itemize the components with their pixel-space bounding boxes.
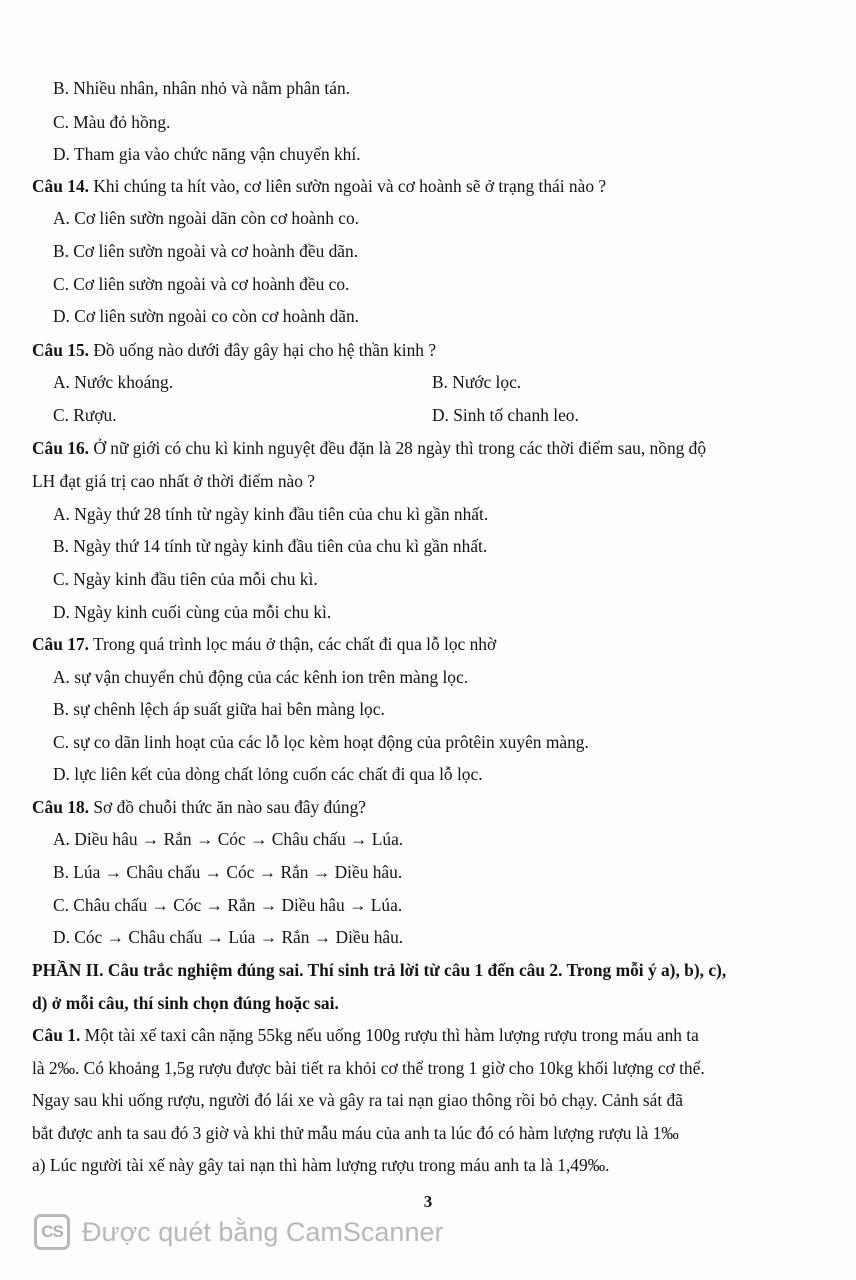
option-c: C. Rượu. [53, 405, 117, 425]
option-c: C. Châu chấu → Cóc → Rắn → Diều hâu → Lúa. [53, 895, 403, 915]
question-1 [32, 1023, 699, 1047]
option-a: A. Nước khoáng. [53, 372, 174, 392]
question-17 [32, 632, 496, 656]
paragraph-line: là 2‰. Có khoảng 1,5g rượu được bài tiết ra khỏi cơ thể trong 1 giờ cho 10kg khối lượng cơ thể. [32, 1058, 705, 1078]
option-b: B. sự chênh lệch áp suất giữa hai bên màng lọc. [53, 699, 385, 719]
question-18 [32, 795, 366, 819]
question-16 [32, 436, 706, 460]
paragraph-line: bắt được anh ta sau đó 3 giờ và khi thử mẫu máu của anh ta lúc đó có hàm lượng rượu là 1‰ [32, 1123, 679, 1143]
option-d: D. lực liên kết của dòng chất lỏng cuốn các chất đi qua lỗ lọc. [53, 764, 483, 784]
option-c: C. Cơ liên sườn ngoài và cơ hoành đều co. [53, 274, 350, 294]
option-line: C. Màu đỏ hồng. [53, 112, 171, 132]
option-a: A. Diều hâu → Rắn → Cóc → Châu chấu → Lúa. [53, 829, 404, 849]
question-label: Câu 14. [32, 176, 90, 196]
question-label: Câu 16. [32, 438, 90, 458]
option-a: A. Ngày thứ 28 tính từ ngày kinh đầu tiên của chu kì gần nhất. [53, 504, 489, 524]
option-c: C. Ngày kinh đầu tiên của mỗi chu kì. [53, 569, 318, 589]
option-d: D. Ngày kinh cuối cùng của mỗi chu kì. [53, 602, 332, 622]
question-text: Một tài xế taxi cân nặng 55kg nếu uống 100g rượu thì hàm lượng rượu trong máu anh ta [80, 1025, 699, 1045]
question-label: Câu 17. [32, 634, 90, 654]
option-d: D. Sinh tố chanh leo. [432, 405, 579, 425]
question-label: Câu 18. [32, 797, 90, 817]
watermark-text: Được quét bằng CamScanner [82, 1216, 444, 1247]
question-text: Trong quá trình lọc máu ở thận, các chất đi qua lỗ lọc nhờ [89, 634, 497, 654]
page-number: 3 [423, 1192, 433, 1211]
question-label: Câu 15. [32, 340, 90, 360]
statement-a: a) Lúc người tài xế này gây tai nạn thì hàm lượng rượu trong máu anh ta là 1,49‰. [32, 1155, 610, 1175]
section-heading: PHẦN II. Câu trắc nghiệm đúng sai. Thí sinh trả lời từ câu 1 đến câu 2. Trong mỗi ý a), b), c), [32, 960, 727, 980]
camscanner-logo-icon: CS [34, 1214, 70, 1250]
question-text-cont: LH đạt giá trị cao nhất ở thời điểm nào ? [32, 471, 316, 491]
paragraph-line: Ngay sau khi uống rượu, người đó lái xe và gây ra tai nạn giao thông rồi bỏ chạy. Cảnh sát đã [32, 1090, 683, 1110]
option-b: B. Nước lọc. [432, 372, 522, 392]
question-text: Đồ uống nào dưới đây gây hại cho hệ thần kinh ? [89, 340, 437, 360]
option-a: A. sự vận chuyển chủ động của các kênh ion trên màng lọc. [53, 667, 469, 687]
option-a: A. Cơ liên sườn ngoài dãn còn cơ hoành co. [53, 208, 360, 228]
option-d: D. Cóc → Châu chấu → Lúa → Rắn → Diều hâu. [53, 927, 404, 947]
camscanner-watermark [34, 1212, 443, 1252]
option-d: D. Cơ liên sườn ngoài co còn cơ hoành dãn. [53, 306, 360, 326]
question-text: Khi chúng ta hít vào, cơ liên sườn ngoài và cơ hoành sẽ ở trạng thái nào ? [89, 176, 607, 196]
section-heading-cont: d) ở mỗi câu, thí sinh chọn đúng hoặc sai. [32, 993, 339, 1013]
option-b: B. Cơ liên sườn ngoài và cơ hoành đều dãn. [53, 241, 359, 261]
option-line: D. Tham gia vào chức năng vận chuyển khí. [53, 144, 361, 164]
question-text: Sơ đồ chuỗi thức ăn nào sau đây đúng? [89, 797, 367, 817]
question-label: Câu 1. [32, 1025, 81, 1045]
option-c: C. sự co dãn linh hoạt của các lỗ lọc kèm hoạt động của prôtêin xuyên màng. [53, 732, 589, 752]
option-line: B. Nhiều nhân, nhân nhỏ và nằm phân tán. [53, 78, 351, 98]
question-text: Ở nữ giới có chu kì kinh nguyệt đều đặn là 28 ngày thì trong các thời điểm sau, nồng độ [89, 438, 707, 458]
question-15 [32, 338, 436, 362]
option-b: B. Ngày thứ 14 tính từ ngày kinh đầu tiên của chu kì gần nhất. [53, 536, 488, 556]
question-14 [32, 174, 606, 198]
option-b: B. Lúa → Châu chấu → Cóc → Rắn → Diều hâu. [53, 862, 403, 882]
